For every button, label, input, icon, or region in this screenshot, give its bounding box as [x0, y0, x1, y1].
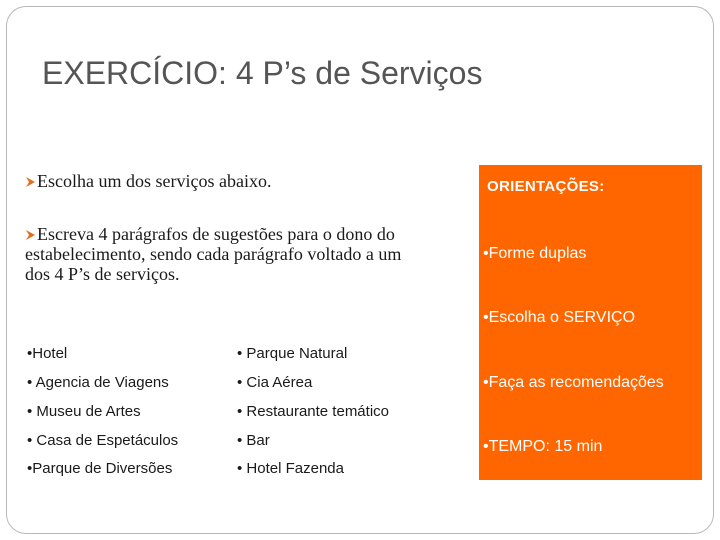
service-item: • Cia Aérea — [237, 374, 313, 391]
bullet-arrow-icon — [25, 225, 37, 239]
guideline-item: •Forme duplas — [483, 245, 587, 262]
service-item: • Parque Natural — [237, 345, 348, 362]
service-item: • Casa de Espetáculos — [27, 432, 179, 449]
service-item: • Agencia de Viagens — [27, 374, 169, 391]
bullet-text: Escreva 4 parágrafos de sugestões para o dono do estabelecimento, sendo cada parágrafo voltado a um dos 4 P’s de serviços. — [25, 224, 402, 284]
service-item: • Restaurante temático — [237, 403, 389, 420]
bullet-text: Escolha um dos serviços abaixo. — [37, 171, 272, 191]
guideline-item: •Faça as recomendações — [483, 374, 664, 391]
guideline-item: •TEMPO: 15 min — [483, 438, 603, 455]
service-item: • Bar — [237, 432, 270, 449]
service-item: •Hotel — [27, 345, 68, 362]
guidelines-panel — [479, 165, 702, 480]
slide-title: EXERCÍCIO: 4 P’s de Serviços — [42, 55, 483, 91]
bullet-choose-service — [25, 171, 445, 191]
bullet-write-paragraphs — [25, 224, 415, 284]
bullet-arrow-icon — [25, 172, 37, 186]
guideline-item: •Escolha o SERVIÇO — [483, 309, 636, 326]
guidelines-heading: ORIENTAÇÕES: — [487, 178, 605, 195]
service-item: • Museu de Artes — [27, 403, 141, 420]
service-item: • Hotel Fazenda — [237, 460, 344, 477]
service-item: •Parque de Diversões — [27, 460, 173, 477]
